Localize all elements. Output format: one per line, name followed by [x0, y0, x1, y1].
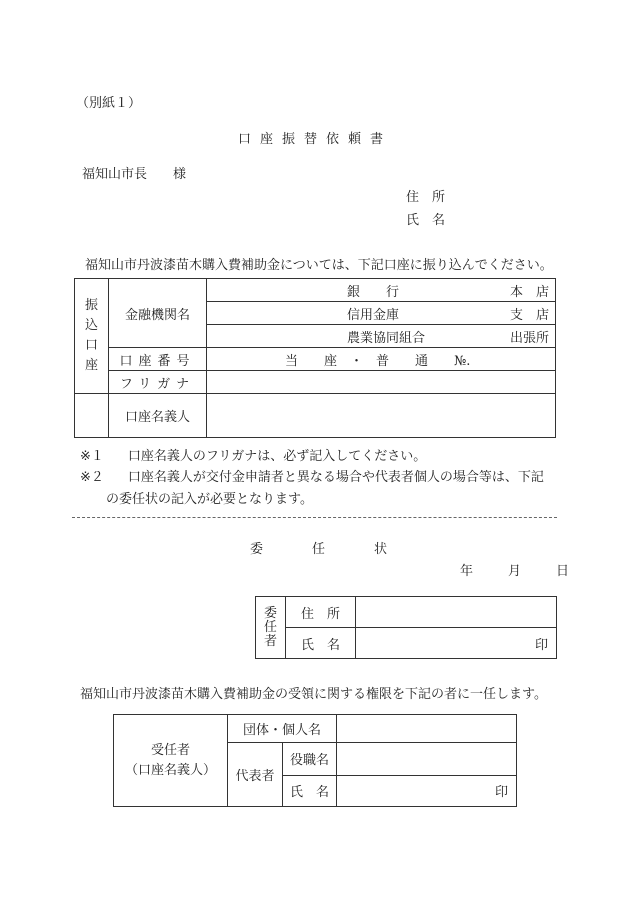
position-field[interactable]	[337, 743, 517, 775]
institution-type: 銀 行	[347, 284, 400, 300]
side-char: 口	[84, 338, 98, 353]
transfer-account-side-label	[75, 279, 109, 394]
side-char: 任	[263, 619, 277, 635]
document-title: 口座振替依頼書	[237, 132, 392, 147]
addressee: 福知山市長 様	[82, 167, 187, 182]
power-of-attorney-title: 委 任 状	[250, 542, 406, 557]
note-mark: ※１	[80, 449, 104, 464]
note-1	[80, 445, 426, 464]
delegator-address-label: 住 所	[286, 597, 356, 628]
delegate-name-label: 氏 名	[283, 775, 337, 806]
representative-label: 代表者	[228, 743, 283, 807]
org-name-field[interactable]	[337, 715, 517, 743]
delegation-sentence: 福知山市丹波漆苗木購入費補助金の受領に関する権限を下記の者に一任します。	[80, 687, 547, 702]
note-text: 口座名義人が交付金申請者と異なる場合や代表者個人の場合等は、下記	[127, 470, 544, 485]
delegate-label-line1: 受任者	[150, 742, 190, 758]
request-sentence: 福知山市丹波漆苗木購入費補助金については、下記口座に振り込んでください。	[85, 258, 553, 273]
delegate-label-line2: （口座名義人）	[124, 762, 216, 778]
delegate-name-field[interactable]	[337, 775, 517, 806]
institution-row-credit[interactable]	[207, 302, 556, 325]
org-name-label: 団体・個人名	[228, 715, 337, 743]
delegator-side-label	[256, 597, 286, 659]
account-type-options: 当 座 ・ 普 通 №.	[285, 353, 471, 369]
delegator-name-label: 氏 名	[286, 628, 356, 659]
institution-type: 信用金庫	[347, 307, 400, 323]
account-holder-field[interactable]	[207, 394, 556, 438]
attachment-label: （別紙１）	[76, 96, 142, 111]
delegator-address-field[interactable]	[356, 597, 557, 628]
branch-type: 支 店	[509, 307, 549, 323]
institution-label: 金融機関名	[109, 279, 207, 348]
note-2-continuation: の委任状の記入が必要となります。	[106, 492, 313, 507]
branch-type: 本 店	[509, 284, 549, 300]
institution-type: 農業協同組合	[347, 330, 426, 346]
cut-line	[72, 517, 557, 518]
seal-mark: 印	[534, 637, 548, 653]
side-char: 座	[84, 358, 98, 373]
institution-row-bank[interactable]	[207, 279, 556, 302]
note-2	[80, 466, 544, 485]
account-number-label: 口座番号	[109, 348, 207, 371]
bank-account-table	[74, 278, 556, 438]
applicant-address-label: 住 所	[406, 190, 446, 205]
seal-mark: 印	[494, 785, 508, 801]
delegate-label	[114, 715, 228, 807]
note-mark: ※２	[80, 470, 104, 485]
applicant-name-label: 氏 名	[406, 213, 446, 228]
furigana-label: フリガナ	[109, 371, 207, 394]
delegator-name-field[interactable]	[356, 628, 557, 659]
delegate-table	[113, 714, 517, 807]
side-char: 振	[84, 298, 98, 313]
institution-row-agri[interactable]	[207, 325, 556, 348]
date-line: 年 月 日	[460, 564, 573, 579]
delegator-table	[255, 596, 557, 659]
furigana-field[interactable]	[207, 371, 556, 394]
side-char: 込	[84, 318, 98, 333]
side-char: 者	[263, 633, 277, 649]
account-number-field[interactable]	[207, 348, 556, 371]
note-text: 口座名義人のフリガナは、必ず記入してください。	[127, 449, 427, 464]
account-holder-label: 口座名義人	[109, 394, 207, 438]
branch-type: 出張所	[509, 330, 549, 346]
position-label: 役職名	[283, 743, 337, 775]
side-char: 委	[263, 605, 277, 621]
